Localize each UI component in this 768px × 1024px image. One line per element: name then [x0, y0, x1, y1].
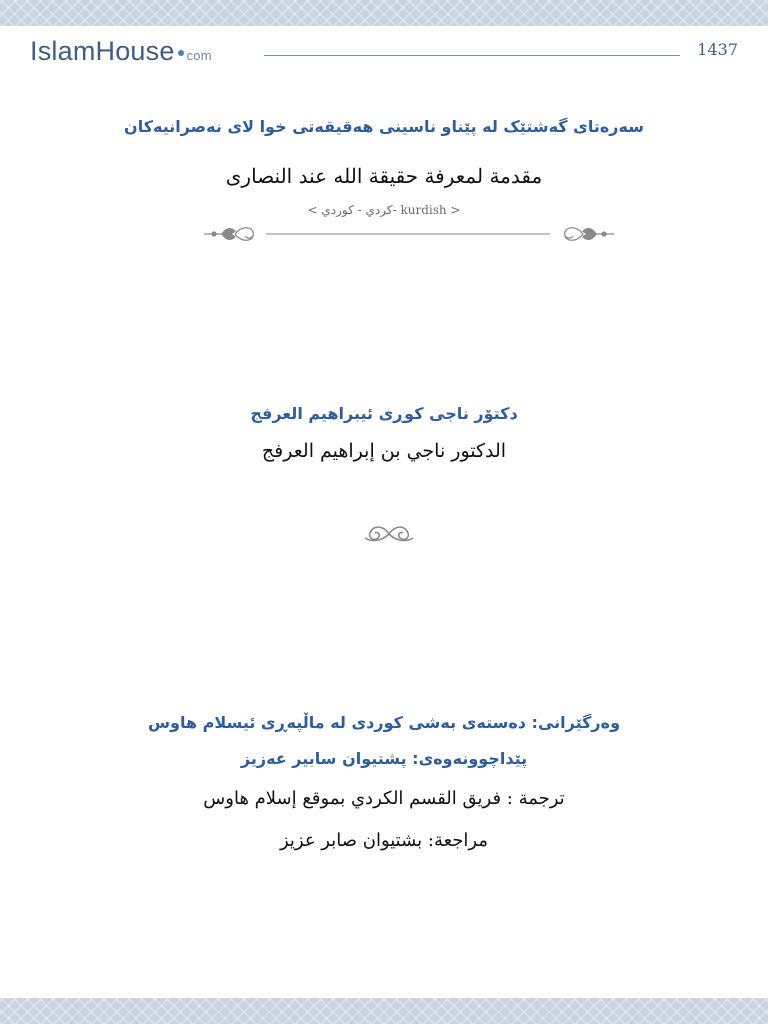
islamhouse-logo[interactable] [30, 36, 212, 67]
arabic-author: الدكتور ناجي بن إبراهيم العرفج [261, 440, 507, 462]
floral-ornament-icon [204, 228, 253, 241]
language-tag: < كردي - كوردي- kurdish > [307, 203, 461, 217]
reviewed-by-kurdish: پێداچوونەوەی: پشتیوان سابیر عەزیز [240, 749, 528, 768]
floral-ornament-icon [565, 228, 614, 241]
logo-suffix: com [186, 48, 212, 63]
review-arabic: مراجعة: بشتيوان صابر عزيز [279, 830, 489, 851]
arabic-title: مقدمة لمعرفة حقيقة الله عند النصارى [225, 164, 543, 188]
title-ornament-divider [200, 214, 618, 250]
page-number: 1437 [697, 40, 738, 59]
bottom-decorative-band [0, 998, 768, 1024]
kurdish-title: سەرەتای گەشتێک لە پێناو ناسینی هەقیقەتی خوا لای نەصرانیەکان [124, 117, 644, 136]
top-decorative-band [0, 0, 768, 26]
logo-dot-icon [178, 50, 184, 56]
kurdish-author: دکتۆر ناجی کوڕی ئیبراهیم العرفج [250, 404, 518, 423]
translation-arabic: ترجمة : فريق القسم الكردي بموقع إسلام هاوس [203, 788, 565, 809]
logo-text: IslamHouse [30, 36, 175, 66]
flourish-icon [354, 521, 424, 547]
translated-by-kurdish: وەرگێرانی: دەستەی بەشی کوردی لە ماڵپەڕی ئیسلام هاوس [147, 713, 621, 732]
header-rule [264, 55, 680, 56]
